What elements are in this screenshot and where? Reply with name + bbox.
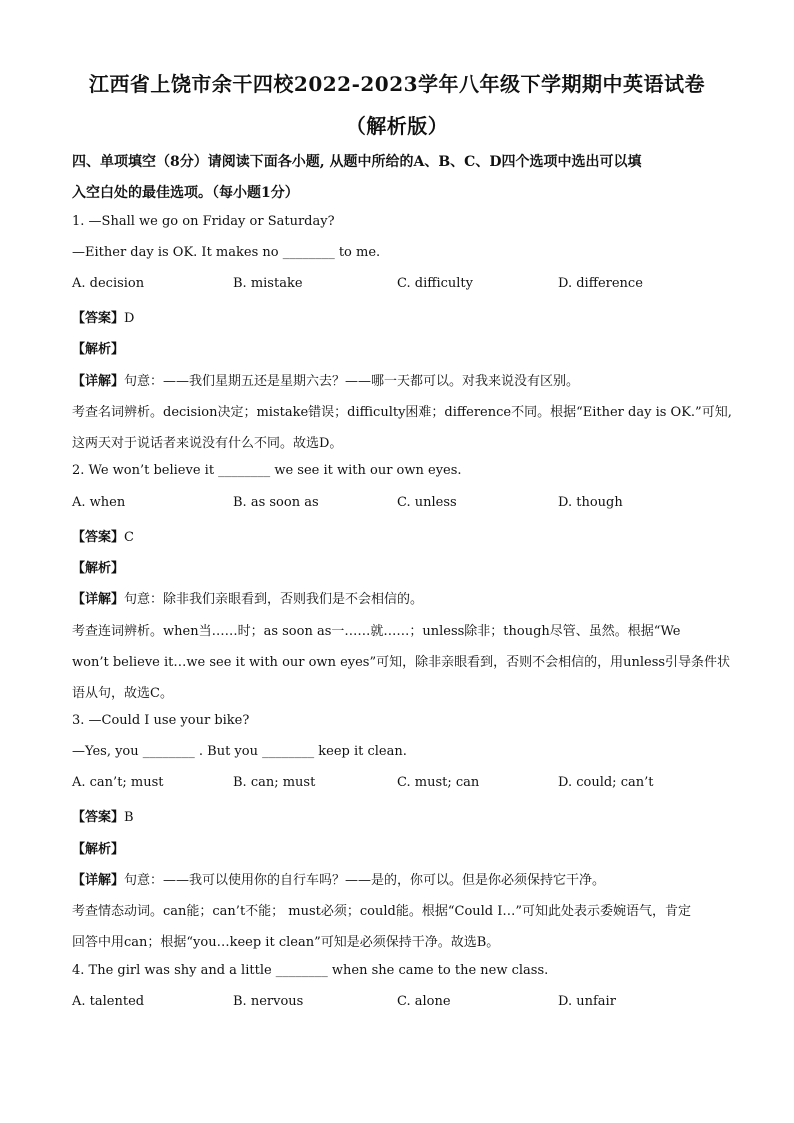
document-subtitle: （解析版） — [345, 114, 449, 138]
question-3-answer — [72, 806, 732, 825]
question-1-detail-line-3: 这两天对于说话者来说没有什么不同。故选D。 — [72, 436, 343, 451]
question-3-stem-line-1: 3. —Could I use your bike? — [72, 713, 250, 728]
section-instruction-line-2: 入空白处的最佳选项。（每小题1分） — [72, 185, 299, 201]
question-1-detail-line-1 — [72, 370, 732, 389]
question-2-stem-line-1: 2. We won’t believe it ________ we see it with our own eyes. — [72, 463, 462, 478]
detail-text: 句意：——我可以使用你的自行车吗？——是的，你可以。但是你必须保持它干净。 — [124, 873, 606, 888]
question-1-answer — [72, 307, 732, 326]
question-2-analysis-tag: 【解析】 — [72, 561, 125, 576]
question-1-detail-line-2: 考查名词辨析。decision决定；mistake错误；difficulty困难；difference不同。根据“Either day is OK.”可知, — [72, 405, 732, 420]
answer-tag: 【答案】 — [72, 810, 125, 825]
detail-text: 句意：——我们星期五还是星期六去？——哪一天都可以。对我来说没有区别。 — [124, 374, 580, 389]
detail-tag: 【详解】 — [72, 374, 125, 389]
question-3-detail-line-1 — [72, 869, 732, 888]
answer-tag: 【答案】 — [72, 530, 125, 545]
question-3-analysis-tag: 【解析】 — [72, 842, 125, 857]
question-1-analysis-tag: 【解析】 — [72, 342, 125, 357]
question-2-detail-line-4: 语从句，故选C。 — [72, 686, 173, 701]
answer-tag: 【答案】 — [72, 311, 125, 326]
question-1-option-b: B. mistake — [233, 276, 303, 291]
document-title: 江西省上饶市余干四校2022-2023学年八年级下学期期中英语试卷 — [88, 72, 706, 96]
question-1-option-c: C. difficulty — [397, 276, 474, 291]
question-3-option-d: D. could; can’t — [558, 775, 654, 790]
question-4-option-d: D. unfair — [558, 994, 616, 1009]
question-2-option-b: B. as soon as — [233, 495, 319, 510]
question-1-option-a: A. decision — [72, 276, 145, 291]
question-4-option-c: C. alone — [397, 994, 451, 1009]
detail-tag: 【详解】 — [72, 592, 125, 607]
question-2-detail-line-2: 考查连词辨析。when当……时；as soon as一……就……；unless除非；though尽管、虽然。根据“We — [72, 624, 681, 639]
answer-value: C — [124, 530, 134, 545]
question-4-option-b: B. nervous — [233, 994, 304, 1009]
question-3-detail-line-3: 回答中用can；根据“you…keep it clean”可知是必须保持干净。故选B。 — [72, 935, 500, 950]
question-4-stem-line-1: 4. The girl was shy and a little ________ when she came to the new class. — [72, 963, 549, 978]
question-4-option-a: A. talented — [72, 994, 145, 1009]
question-3-option-a: A. can’t; must — [72, 775, 164, 790]
question-2-option-d: D. though — [558, 495, 623, 510]
question-2-option-a: A. when — [72, 495, 126, 510]
question-2-detail-line-3: won’t believe it…we see it with our own eyes”可知，除非亲眼看到，否则不会相信的，用unless引导条件状 — [72, 655, 731, 670]
detail-text: 句意：除非我们亲眼看到，否则我们是不会相信的。 — [124, 592, 424, 607]
question-3-option-c: C. must; can — [397, 775, 480, 790]
question-2-option-c: C. unless — [397, 495, 457, 510]
question-2-answer — [72, 526, 732, 545]
question-3-option-b: B. can; must — [233, 775, 316, 790]
detail-tag: 【详解】 — [72, 873, 125, 888]
question-3-detail-line-2: 考查情态动词。can能；can’t不能； must必须；could能。根据“Could I…”可知此处表示委婉语气，肯定 — [72, 904, 692, 919]
question-3-stem-line-2: —Yes, you ________ . But you ________ keep it clean. — [72, 744, 407, 759]
answer-value: D — [124, 311, 135, 326]
question-1-stem-line-1: 1. —Shall we go on Friday or Saturday? — [72, 214, 335, 229]
question-2-detail-line-1 — [72, 588, 732, 607]
question-1-stem-line-2: —Either day is OK. It makes no ________ to me. — [72, 245, 381, 260]
question-1-option-d: D. difference — [558, 276, 643, 291]
section-instruction-line-1: 四、单项填空（8分）请阅读下面各小题, 从题中所给的A、B、C、D四个选项中选出可以填 — [72, 154, 642, 170]
answer-value: B — [124, 810, 134, 825]
